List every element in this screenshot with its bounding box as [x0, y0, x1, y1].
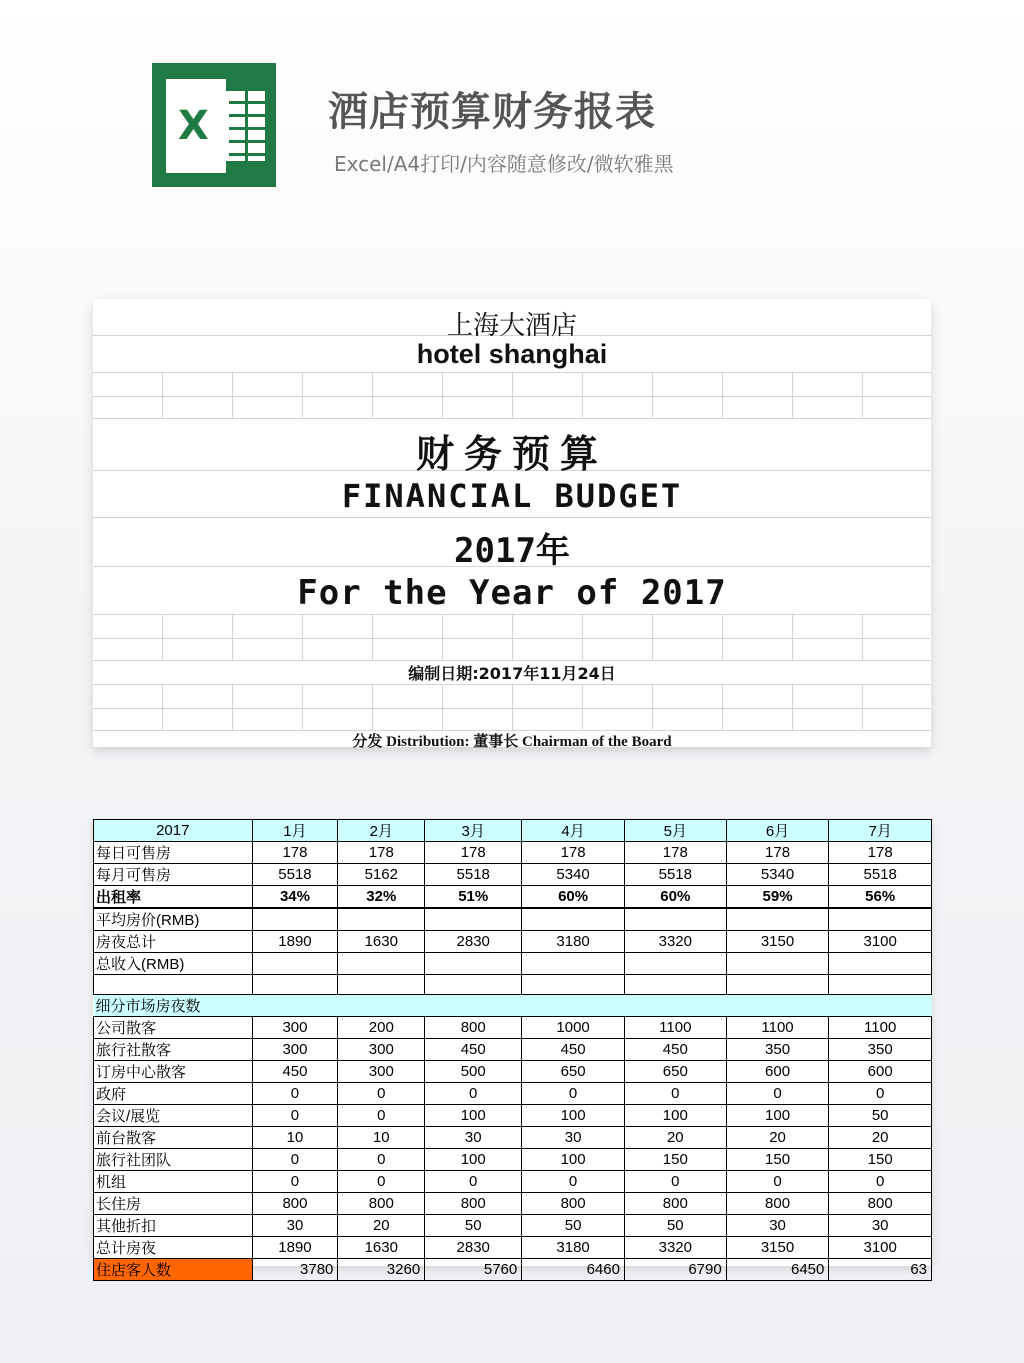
- month-header-cell[interactable]: 7月: [829, 820, 932, 842]
- value-cell[interactable]: [829, 953, 932, 975]
- value-cell[interactable]: 450: [252, 1061, 338, 1083]
- value-cell[interactable]: 800: [624, 1193, 726, 1215]
- table-row: [94, 908, 932, 931]
- value-cell[interactable]: 0: [338, 1105, 425, 1127]
- value-cell[interactable]: 0: [726, 1083, 829, 1105]
- sheet-row: [93, 685, 931, 709]
- table-row: [94, 1215, 932, 1237]
- month-header-cell[interactable]: 6月: [726, 820, 829, 842]
- value-cell[interactable]: 20: [624, 1127, 726, 1149]
- value-cell[interactable]: 3150: [726, 931, 829, 953]
- value-cell[interactable]: [829, 908, 932, 931]
- month-header-cell[interactable]: 3月: [425, 820, 522, 842]
- value-cell[interactable]: [624, 908, 726, 931]
- value-cell[interactable]: 100: [522, 1105, 625, 1127]
- value-cell[interactable]: 100: [425, 1149, 522, 1171]
- value-cell[interactable]: 0: [338, 1171, 425, 1193]
- table-row: [94, 1193, 932, 1215]
- value-cell[interactable]: [425, 953, 522, 975]
- value-cell[interactable]: 350: [726, 1039, 829, 1061]
- guest-count-row: [94, 1259, 932, 1281]
- value-cell[interactable]: 0: [252, 1149, 338, 1171]
- page-subtitle: Excel/A4打印/内容随意修改/微软雅黑: [334, 152, 674, 176]
- value-cell[interactable]: [252, 953, 338, 975]
- value-cell[interactable]: 5518: [425, 864, 522, 886]
- value-cell[interactable]: 1100: [829, 1017, 932, 1039]
- table-row: [94, 1171, 932, 1193]
- value-cell[interactable]: [726, 908, 829, 931]
- section-label-cell[interactable]: 细分市场房夜数: [94, 995, 932, 1017]
- value-cell[interactable]: 150: [726, 1149, 829, 1171]
- value-cell[interactable]: 59%: [726, 886, 829, 909]
- value-cell[interactable]: 34%: [252, 886, 338, 909]
- value-cell[interactable]: 3150: [726, 1237, 829, 1259]
- value-cell[interactable]: 178: [726, 842, 829, 864]
- value-cell[interactable]: 5518: [624, 864, 726, 886]
- value-cell[interactable]: 20: [829, 1127, 932, 1149]
- value-cell[interactable]: 650: [624, 1061, 726, 1083]
- value-cell[interactable]: 0: [252, 1171, 338, 1193]
- value-cell[interactable]: [338, 908, 425, 931]
- value-cell[interactable]: 30: [726, 1215, 829, 1237]
- value-cell[interactable]: 300: [252, 1039, 338, 1061]
- section-header-row: [94, 995, 932, 1017]
- value-cell[interactable]: 6450: [726, 1259, 829, 1281]
- month-header-cell[interactable]: 4月: [522, 820, 625, 842]
- value-cell[interactable]: 800: [726, 1193, 829, 1215]
- distribution-line: 分发 Distribution: 董事长 Chairman of the Board: [352, 734, 672, 750]
- value-cell[interactable]: [522, 908, 625, 931]
- table-row: [94, 1127, 932, 1149]
- value-cell[interactable]: 5340: [726, 864, 829, 886]
- value-cell[interactable]: 1000: [522, 1017, 625, 1039]
- value-cell[interactable]: 20: [338, 1215, 425, 1237]
- page-title: 酒店预算财务报表: [328, 89, 656, 135]
- value-cell[interactable]: 1630: [338, 931, 425, 953]
- value-cell[interactable]: 178: [522, 842, 625, 864]
- row-label-cell[interactable]: 旅行社散客: [94, 1039, 253, 1061]
- row-label-cell[interactable]: 每月可售房: [94, 864, 253, 886]
- month-header-cell[interactable]: 5月: [624, 820, 726, 842]
- value-cell[interactable]: [252, 908, 338, 931]
- value-cell[interactable]: 650: [522, 1061, 625, 1083]
- row-label-cell[interactable]: 平均房价(RMB): [94, 908, 253, 931]
- excel-icon: [152, 63, 276, 187]
- value-cell[interactable]: 178: [252, 842, 338, 864]
- value-cell[interactable]: 1100: [624, 1017, 726, 1039]
- value-cell[interactable]: 5162: [338, 864, 425, 886]
- row-label-cell[interactable]: 公司散客: [94, 1017, 253, 1039]
- value-cell[interactable]: 350: [829, 1039, 932, 1061]
- value-cell[interactable]: 0: [829, 1083, 932, 1105]
- table-row: [94, 1061, 932, 1083]
- value-cell[interactable]: 20: [726, 1127, 829, 1149]
- value-cell[interactable]: 50: [522, 1215, 625, 1237]
- budget-title-cn: 财务预算: [415, 432, 608, 476]
- value-cell[interactable]: 150: [624, 1149, 726, 1171]
- blank-cell[interactable]: [338, 975, 425, 995]
- logo-grid: [226, 91, 265, 161]
- table-row: [94, 1237, 932, 1259]
- value-cell[interactable]: 0: [252, 1083, 338, 1105]
- value-cell[interactable]: 10: [338, 1127, 425, 1149]
- hotel-name-cn: 上海大酒店: [446, 311, 577, 341]
- value-cell[interactable]: 0: [726, 1171, 829, 1193]
- value-cell[interactable]: 32%: [338, 886, 425, 909]
- sheet-row: [93, 615, 931, 639]
- value-cell[interactable]: 50: [624, 1215, 726, 1237]
- value-cell[interactable]: 300: [338, 1061, 425, 1083]
- sheet-row: [93, 373, 931, 397]
- row-label-cell[interactable]: 房夜总计: [94, 931, 253, 953]
- value-cell[interactable]: 0: [338, 1149, 425, 1171]
- value-cell[interactable]: 3180: [522, 931, 625, 953]
- value-cell[interactable]: 3100: [829, 1237, 932, 1259]
- value-cell[interactable]: 0: [425, 1171, 522, 1193]
- table-row-blank: [94, 975, 932, 995]
- value-cell[interactable]: [425, 908, 522, 931]
- value-cell[interactable]: 0: [522, 1083, 625, 1105]
- value-cell[interactable]: 0: [522, 1171, 625, 1193]
- blank-cell[interactable]: [624, 975, 726, 995]
- value-cell[interactable]: 60%: [624, 886, 726, 909]
- row-label-cell[interactable]: 出租率: [94, 886, 253, 909]
- value-cell[interactable]: 178: [624, 842, 726, 864]
- value-cell[interactable]: 6460: [522, 1259, 625, 1281]
- row-label-cell[interactable]: 政府: [94, 1083, 253, 1105]
- table-header-row: [94, 820, 932, 842]
- blank-cell[interactable]: [726, 975, 829, 995]
- value-cell[interactable]: 2830: [425, 1237, 522, 1259]
- hotel-name-en: hotel shanghai: [416, 339, 608, 369]
- blank-cell[interactable]: [522, 975, 625, 995]
- value-cell[interactable]: 0: [252, 1105, 338, 1127]
- value-cell[interactable]: 800: [252, 1193, 338, 1215]
- value-cell[interactable]: 178: [425, 842, 522, 864]
- value-cell[interactable]: [338, 953, 425, 975]
- year-header-cell[interactable]: 2017: [94, 820, 253, 842]
- value-cell[interactable]: 50: [425, 1215, 522, 1237]
- budget-table: [93, 819, 932, 1281]
- value-cell[interactable]: 800: [338, 1193, 425, 1215]
- row-label-cell[interactable]: 机组: [94, 1171, 253, 1193]
- row-label-cell[interactable]: 总收入(RMB): [94, 953, 253, 975]
- value-cell[interactable]: [726, 953, 829, 975]
- value-cell[interactable]: 3780: [252, 1259, 338, 1281]
- month-header-cell[interactable]: 1月: [252, 820, 338, 842]
- value-cell[interactable]: 178: [338, 842, 425, 864]
- value-cell[interactable]: 100: [425, 1105, 522, 1127]
- value-cell[interactable]: 1890: [252, 1237, 338, 1259]
- value-cell[interactable]: 800: [425, 1017, 522, 1039]
- blank-cell[interactable]: [252, 975, 338, 995]
- value-cell[interactable]: 30: [522, 1127, 625, 1149]
- value-cell[interactable]: 10: [252, 1127, 338, 1149]
- sheet-row: [93, 639, 931, 661]
- value-cell[interactable]: 30: [829, 1215, 932, 1237]
- value-cell[interactable]: 5340: [522, 864, 625, 886]
- value-cell[interactable]: 63: [829, 1259, 932, 1281]
- cover-sheet: [93, 299, 931, 750]
- table-row: [94, 931, 932, 953]
- value-cell[interactable]: 800: [829, 1193, 932, 1215]
- value-cell[interactable]: 0: [829, 1171, 932, 1193]
- sheet-row: [93, 709, 931, 731]
- row-label-cell[interactable]: 总计房夜: [94, 1237, 253, 1259]
- value-cell[interactable]: 450: [624, 1039, 726, 1061]
- table-row: [94, 1105, 932, 1127]
- value-cell[interactable]: 3260: [338, 1259, 425, 1281]
- value-cell[interactable]: 30: [425, 1127, 522, 1149]
- value-cell[interactable]: 178: [829, 842, 932, 864]
- value-cell[interactable]: [522, 953, 625, 975]
- value-cell[interactable]: 0: [624, 1171, 726, 1193]
- value-cell[interactable]: 5518: [829, 864, 932, 886]
- value-cell[interactable]: 800: [425, 1193, 522, 1215]
- value-cell[interactable]: 0: [624, 1083, 726, 1105]
- value-cell[interactable]: 1890: [252, 931, 338, 953]
- table-row: [94, 953, 932, 975]
- value-cell[interactable]: 100: [624, 1105, 726, 1127]
- value-cell[interactable]: 3320: [624, 1237, 726, 1259]
- value-cell[interactable]: 300: [338, 1039, 425, 1061]
- blank-cell[interactable]: [425, 975, 522, 995]
- value-cell[interactable]: 600: [829, 1061, 932, 1083]
- value-cell[interactable]: 51%: [425, 886, 522, 909]
- value-cell[interactable]: 0: [425, 1083, 522, 1105]
- row-label-cell[interactable]: 旅行社团队: [94, 1149, 253, 1171]
- budget-title-en: FINANCIAL BUDGET: [341, 477, 683, 515]
- row-label-cell[interactable]: 前台散客: [94, 1127, 253, 1149]
- blank-cell[interactable]: [94, 975, 253, 995]
- table-row: [94, 1017, 932, 1039]
- value-cell[interactable]: 100: [522, 1149, 625, 1171]
- value-cell[interactable]: 60%: [522, 886, 625, 909]
- value-cell[interactable]: 300: [252, 1017, 338, 1039]
- prepared-date: 编制日期:2017年11月24日: [408, 664, 616, 683]
- row-label-cell[interactable]: 其他折扣: [94, 1215, 253, 1237]
- value-cell[interactable]: [624, 953, 726, 975]
- value-cell[interactable]: 5518: [252, 864, 338, 886]
- month-header-cell[interactable]: 2月: [338, 820, 425, 842]
- row-label-cell[interactable]: 会议/展览: [94, 1105, 253, 1127]
- value-cell[interactable]: 150: [829, 1149, 932, 1171]
- value-cell[interactable]: 50: [829, 1105, 932, 1127]
- row-label-cell[interactable]: 订房中心散客: [94, 1061, 253, 1083]
- blank-cell[interactable]: [829, 975, 932, 995]
- table-row: [94, 886, 932, 909]
- budget-year-en: For the Year of 2017: [297, 573, 727, 613]
- table-row: [94, 1083, 932, 1105]
- value-cell[interactable]: 5760: [425, 1259, 522, 1281]
- row-label-cell[interactable]: 长住房: [94, 1193, 253, 1215]
- value-cell[interactable]: 6790: [624, 1259, 726, 1281]
- table-row: [94, 1039, 932, 1061]
- value-cell[interactable]: 0: [338, 1083, 425, 1105]
- value-cell[interactable]: 500: [425, 1061, 522, 1083]
- value-cell[interactable]: 100: [726, 1105, 829, 1127]
- sheet-row: [93, 397, 931, 419]
- value-cell[interactable]: 1100: [726, 1017, 829, 1039]
- value-cell[interactable]: 30: [252, 1215, 338, 1237]
- value-cell[interactable]: 56%: [829, 886, 932, 909]
- value-cell[interactable]: 3320: [624, 931, 726, 953]
- value-cell[interactable]: 3180: [522, 1237, 625, 1259]
- budget-year-cn: 2017年: [454, 531, 570, 571]
- table-row: [94, 1149, 932, 1171]
- value-cell[interactable]: 600: [726, 1061, 829, 1083]
- value-cell[interactable]: 2830: [425, 931, 522, 953]
- value-cell[interactable]: 3100: [829, 931, 932, 953]
- table-row: [94, 842, 932, 864]
- row-label-cell[interactable]: 住店客人数: [94, 1259, 253, 1281]
- value-cell[interactable]: 200: [338, 1017, 425, 1039]
- table-row: [94, 864, 932, 886]
- value-cell[interactable]: 450: [522, 1039, 625, 1061]
- value-cell[interactable]: 1630: [338, 1237, 425, 1259]
- budget-table-panel: [93, 819, 932, 1279]
- value-cell[interactable]: 800: [522, 1193, 625, 1215]
- row-label-cell[interactable]: 每日可售房: [94, 842, 253, 864]
- logo-letter: X: [178, 103, 209, 149]
- value-cell[interactable]: 450: [425, 1039, 522, 1061]
